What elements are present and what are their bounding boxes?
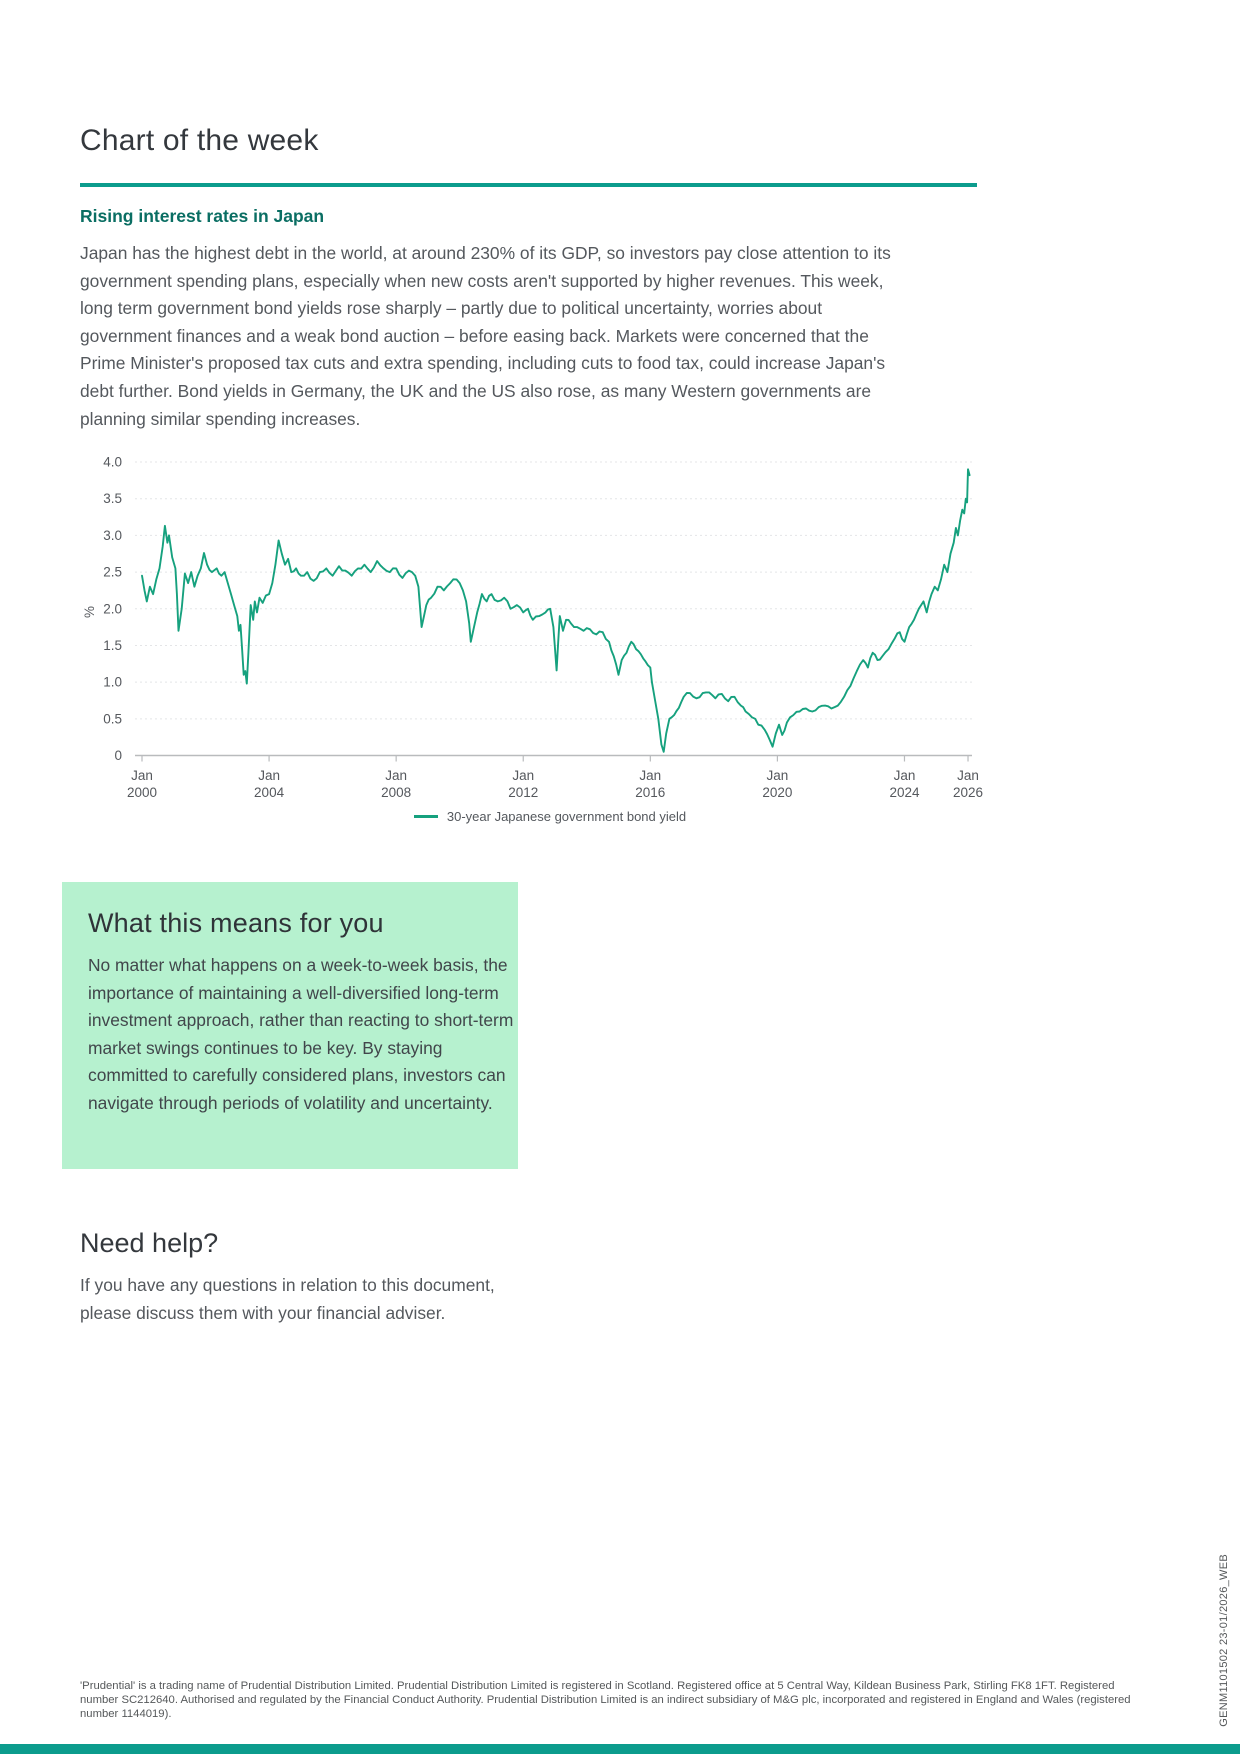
x-tick-label-month: Jan [258, 768, 280, 783]
x-tick-label-year: 2026 [952, 785, 984, 800]
x-tick-label-month: Jan [639, 768, 662, 783]
intro-paragraph: Japan has the highest debt in the world, at around 230% of its GDP, so investors pay close attention to its government spending plans, especially when new costs aren't supported by higher revenues. This week, long term government bond yields rose sharply – partly due to political uncertainty, worries about government finances and a weak bond auction – before easing back. Markets were concerned that the Prime Minister's proposed tax cuts and extra spending, including cuts to food tax, could increase Japan's debt further. Bond yields in Germany, the UK and the US also rose, as many Western governments are planning similar spending increases. [80, 243, 891, 429]
x-tick-label-year: 2020 [762, 785, 793, 800]
y-tick-label: 0 [114, 748, 122, 763]
chart-legend [120, 809, 980, 824]
y-tick-label: 4.0 [103, 454, 122, 470]
x-tick-label-year: 2016 [635, 785, 666, 800]
x-tick-label-month: Jan [512, 768, 535, 783]
y-tick-label: 3.0 [103, 527, 122, 543]
bottom-accent-bar [0, 1744, 1240, 1754]
need-help-heading: Need help? [80, 1228, 219, 1258]
legend-label: 30-year Japanese government bond yield [446, 809, 687, 824]
y-tick-label: 2.5 [103, 564, 122, 580]
x-tick-label-year: 2012 [508, 785, 539, 800]
yield-line-series [142, 469, 970, 752]
y-tick-label: 2.0 [103, 601, 122, 617]
what-this-means-box [62, 882, 518, 1169]
x-tick-label-month: Jan [957, 768, 979, 783]
x-tick-label-year: 2008 [381, 785, 412, 800]
footer-legal-text: 'Prudential' is a trading name of Prudential Distribution Limited. Prudential Distribution Limited is registered in Scotland. Registered office at 5 Central Way, Kildean Business Park, Stirling FK8 1FT. Registered number SC212640. Authorised and regulated by the Financial Conduct Authority. Prudential Distribution Limited is an indirect subsidiary of M&G plc, incorporated and registered in England and Wales (registered number 1144019). [80, 1680, 1131, 1720]
y-tick-label: 0.5 [103, 711, 122, 727]
box-heading: What this means for you [88, 908, 384, 938]
y-tick-label: 1.5 [103, 637, 122, 653]
x-tick-label-year: 2000 [126, 785, 158, 800]
y-axis-label: % [82, 605, 97, 619]
x-tick-label-year: 2004 [254, 785, 285, 800]
x-tick-label-month: Jan [385, 768, 408, 783]
y-tick-label: 3.5 [103, 491, 122, 507]
x-tick-label-year: 2024 [889, 785, 920, 800]
x-tick-label-month: Jan [766, 768, 789, 783]
y-tick-label: 1.0 [103, 674, 122, 690]
x-tick-label-month: Jan [131, 768, 153, 783]
page-title: Chart of the week [80, 124, 319, 157]
section-heading: Rising interest rates in Japan [80, 206, 325, 226]
legend-line-swatch [414, 815, 438, 818]
need-help-body: If you have any questions in relation to this document, please discuss them with your financial adviser. [80, 1275, 495, 1323]
box-body: No matter what happens on a week-to-week basis, the importance of maintaining a well-diversified long-term investment approach, rather than reacting to short-term market swings continues to be key. By staying committed to carefully considered plans, investors can navigate through periods of volatility and uncertainty. [88, 955, 514, 1113]
bond-yield-chart [0, 0, 1240, 850]
x-tick-label-month: Jan [893, 768, 916, 783]
document-code: GENM1101502 23-01/2026_WEB [1218, 1554, 1230, 1727]
